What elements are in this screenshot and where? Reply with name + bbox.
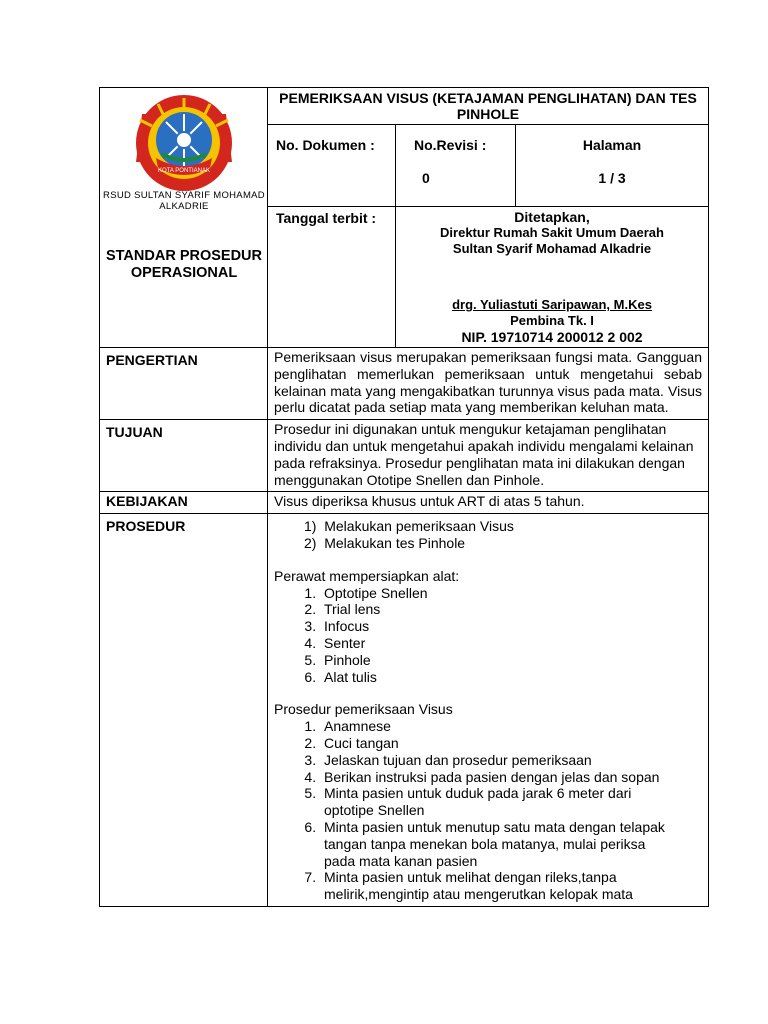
visus-step: 7. Minta pasien untuk melihat dengan rileks,tanpa melirik,mengintip atau mengerutkan kelopak mata <box>320 869 688 903</box>
revision-cell <box>396 125 516 207</box>
date-label: Tanggal terbit : <box>276 210 377 226</box>
tujuan-text: Prosedur ini digunakan untuk mengukur ketajaman penglihatan individu dan untuk mengetahui apakah individu mengalami kelainan pada refraksinya. Prosedur penglihatan mata ini dilakukan dengan menggunakan Ototipe Snellen dan Pinhole. <box>268 420 709 492</box>
tool-item: 2. Trial lens <box>320 601 702 618</box>
hospital-name: RSUD SULTAN SYARIF MOHAMAD ALKADRIE <box>103 190 265 212</box>
sop-document <box>99 87 708 907</box>
logo-cell <box>100 88 268 348</box>
tool-item: 5. Pinhole <box>320 652 702 669</box>
revision-value: 0 <box>422 169 430 186</box>
sop-body-table <box>99 347 709 907</box>
signer-name: drg. Yuliastuti Saripawan, M.Kes <box>452 297 652 312</box>
pengertian-label: PENGERTIAN <box>100 348 268 420</box>
visus-step: 6. Minta pasien untuk menutup satu mata dengan telapak tangan tanpa menekan bola matanya, mulai periksa pada mata kanan pasien <box>320 819 688 869</box>
pengertian-text: Pemeriksaan visus merupakan pemeriksaan fungsi mata. Gangguan penglihatan memerlukan pemeriksaan untuk mengetahui sebab kelainan mata yang mengakibatkan turunnya visus pada mata. Visus perlu dicatat pada setiap mata yang memberikan keluhan mata. <box>268 348 709 420</box>
sop-label: STANDAR PROSEDUR OPERASIONAL <box>105 248 263 281</box>
prosedur-step: 1) Melakukan pemeriksaan Visus <box>304 518 514 535</box>
page-value: 1 / 3 <box>598 169 626 186</box>
approval-cell <box>396 207 709 348</box>
prosedur-steps <box>274 518 702 552</box>
date-cell <box>268 207 396 348</box>
logo-text: KOTA PONTIANAK <box>158 168 210 174</box>
visus-intro: Prosedur pemeriksaan Visus <box>274 701 453 718</box>
tool-item: 4. Senter <box>320 635 702 652</box>
doc-no-cell <box>268 125 396 207</box>
kebijakan-label: KEBIJAKAN <box>100 492 268 514</box>
tools-list <box>274 585 702 686</box>
page-cell <box>516 125 709 207</box>
tool-item: 3. Infocus <box>320 618 702 635</box>
document-title: PEMERIKSAAN VISUS (KETAJAMAN PENGLIHATAN) DAN TES PINHOLE <box>268 88 709 125</box>
revision-label: No.Revisi : <box>414 137 487 153</box>
tools-intro: Perawat mempersiapkan alat: <box>274 567 460 584</box>
visus-step: 4. Berikan instruksi pada pasien dengan jelas dan sopan <box>320 769 688 786</box>
approval-title: Ditetapkan, <box>514 209 590 225</box>
sop-header-table <box>99 87 709 348</box>
page-label: Halaman <box>582 137 642 153</box>
signer-nip: NIP. 19710714 200012 2 002 <box>461 329 643 345</box>
kebijakan-text: Visus diperiksa khusus untuk ART di atas 5 tahun. <box>268 492 709 514</box>
tool-item: 6. Alat tulis <box>320 669 702 686</box>
visus-step: 2. Cuci tangan <box>320 735 688 752</box>
visus-step: 1. Anamnese <box>320 718 688 735</box>
visus-step: 5. Minta pasien untuk duduk pada jarak 6 meter dari optotipe Snellen <box>320 785 688 819</box>
prosedur-step: 2) Melakukan tes Pinhole <box>304 534 466 551</box>
visus-steps <box>274 718 702 903</box>
approval-line1: Direktur Rumah Sakit Umum Daerah <box>440 225 664 240</box>
approval-line2: Sultan Syarif Mohamad Alkadrie <box>452 241 652 256</box>
signer-rank: Pembina Tk. I <box>510 313 594 328</box>
prosedur-label: PROSEDUR <box>100 514 268 907</box>
tool-item: 1. Optotipe Snellen <box>320 585 702 602</box>
visus-step: 3. Jelaskan tujuan dan prosedur pemeriksaan <box>320 752 688 769</box>
tujuan-label: TUJUAN <box>100 420 268 492</box>
prosedur-content <box>268 514 709 907</box>
doc-no-label: No. Dokumen : <box>276 137 375 153</box>
